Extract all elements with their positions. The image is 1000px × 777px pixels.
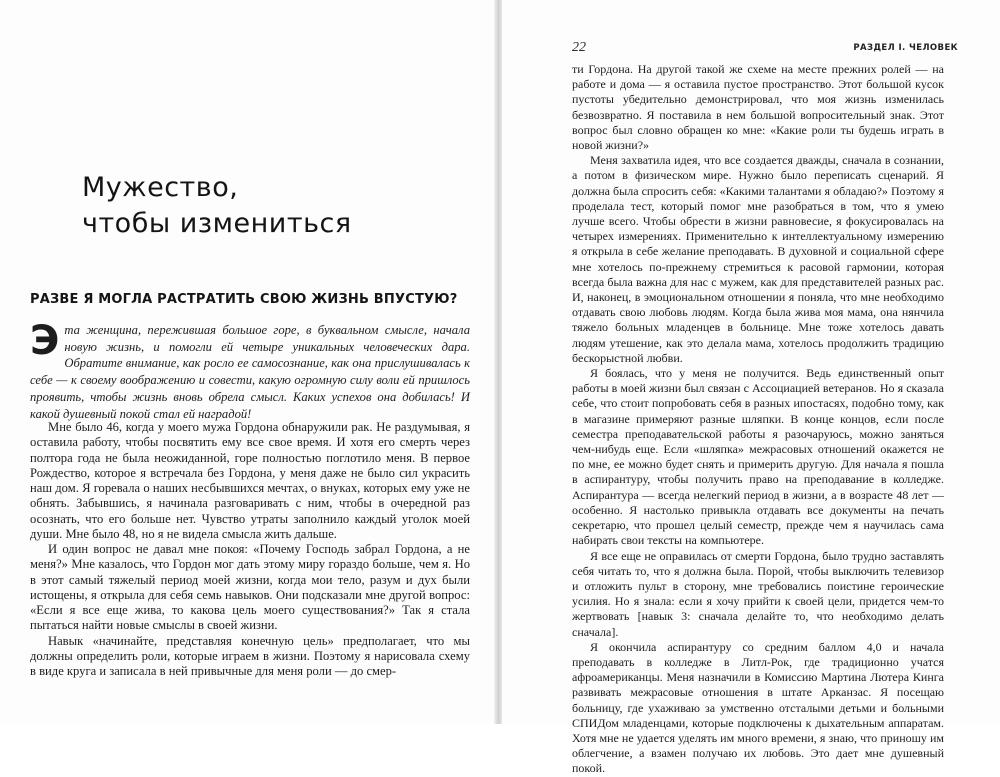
body-paragraph: И один вопрос не давал мне покоя: «Почему Господь забрал Гордона, а не меня?» Мне казалось, что Гордон мог дать этому миру гораздо больше, чем я. Но в этот самый тяжелый период моей жизни, когда мои тело, разум и дух были истощены, я открыла для себя семь навыков. Они подсказали мне другой вопрос: «Если я все еще жива, то какова цель моего существования?» Так я стала пытаться найти новые смыслы в своей жизни. [30, 542, 470, 633]
left-body-text [30, 420, 470, 679]
body-paragraph: Я окончила аспирантуру со средним баллом 4,0 и начала преподавать в колледже в Литл-Рок, где традиционно учатся афроамериканцы. Меня назначили в Комиссию Мартина Лютера Кинга развивать межрасовые отношения в штате Арканзас. Я посещаю больницу, где ухаживаю за умственно отсталыми детьми и больными СПИДом младенцами, которые подключены к дыхательным аппаратам. Хотя мне не удается уделять им много времени, я знаю, что приношу им облегчение, а взамен получаю их любовь. Это дает мне душевный покой. [572, 639, 944, 776]
running-head: РАЗДЕЛ I. ЧЕЛОВЕК [853, 43, 958, 53]
intro-text: та женщина, пережившая большое горе, в буквальном смысле, начала новую жизнь, и помогли ей четыре уникальных человеческих дара. Обратите внимание, как росло ее самосознание, как она прислушивалась к себе — к своему воображению и совести, какую огромную силу воли ей пришлось проявить, чтобы жизнь вновь обрела смысл. Каких успехов она добилась! И какой душевный покой стал ей наградой! [30, 323, 470, 421]
chapter-title-line: чтобы измениться [82, 208, 352, 239]
drop-cap: Э [30, 318, 60, 364]
chapter-title-line: Мужество, [82, 172, 239, 203]
section-heading: РАЗВЕ Я МОГЛА РАСТРАТИТЬ СВОЮ ЖИЗНЬ ВПУСТУЮ? [30, 292, 458, 307]
chapter-title [82, 170, 442, 242]
body-paragraph: Мне было 46, когда у моего мужа Гордона обнаружили рак. Не раздумывая, я оставила работу, чтобы посвятить ему все свое время. И хотя его смерть через полтора года не была неожиданной, горе полностью поглотило меня. В первое Рождество, которое я встречала без Гордона, у меня даже не было сил украсить наш дом. Я горевала о наших несбывшихся мечтах, о внуках, которых ему уже не обнять. Забывшись, я начинала разговаривать с ним, чтобы в очередной раз осознать, что его больше нет. Чувство утраты заполнило каждый уголок моей души. Мне было 48, но я не видела смысла жить дальше. [30, 420, 470, 541]
body-paragraph: Навык «начинайте, представляя конечную цель» предполагает, что мы должны определить роли, которые играем в жизни. Поэтому я нарисовала схему в виде круга и записала в ней привычные для меня роли — до смер- [30, 633, 470, 678]
intro-paragraph [30, 318, 470, 422]
continuation-paragraph: ти Гордона. На другой такой же схеме на месте прежних ролей — на работе и дома — я оставила пустое пространство. Этот большой кусок пустоты убедительно демонстрировал, что моя жизнь изменилась безвозвратно. Я поставила в нем большой вопросительный знак. Этот вопрос был словно обращен ко мне: «Какие роли ты будешь играть в новой жизни?» [572, 62, 944, 153]
page-number: 22 [572, 40, 586, 55]
body-paragraph: Меня захватила идея, что все создается дважды, сначала в сознании, а потом в физическом мире. Нужно было переписать сценарий. Я должна была спросить себя: «Какими талантами я обладаю?» Поэтому я проделала тест, который помог мне разобраться в том, что я умею лучше всего. Чтобы обрести в жизни равновесие, я фокусировалась на четырех измерениях. Применительно к интеллектуальному измерению я открыла в себе желание преподавать. В духовной и социальной сфере мне хотелось по-прежнему стремиться к расовой гармонии, которая всегда была важна для нас с мужем, как для представителей разных рас. И, наконец, в эмоциональном отношении я поняла, что мне необходимо отдавать свою любовь людям. Когда была жива моя мама, она нянчила тяжело больных младенцев в больнице. Мне тоже хотелось давать людям утешение, как это делала мама, хотелось продолжить традицию бескорыстной любви. [572, 153, 944, 365]
body-paragraph: Я все еще не оправилась от смерти Гордона, было трудно заставлять себя читать то, что я должна была. Порой, чтобы выключить телевизор и отложить пульт в сторону, мне требовались поистине героические усилия. Но я знала: если я хочу прийти к своей цели, придется чем-то жертвовать [навык 3: сначала делайте то, что необходимо делать сначала]. [572, 548, 944, 639]
left-page [0, 0, 496, 724]
body-paragraph: Я боялась, что у меня не получится. Ведь единственный опыт работы в моей жизни был связан с Ассоциацией ветеранов. Но я сказала себе, что стоит попробовать себя в разных ипостасях, подобно тому, как в магазине примеряют разные шляпки. В конце концов, если после семестра преподавательской работы я разочаруюсь, можно заняться чем-нибудь еще. Если «шляпка» межрасовых отношений окажется не по мне, ее можно будет снять и примерить другую. Для начала я пошла в аспирантуру, чтобы получить право на преподавание в колледже. Аспирантура — всегда нелегкий период в жизни, а в возрасте 48 лет — особенно. Я настолько привыкла отдавать все документы на печать секретарю, что прошел целый семестр, прежде чем я научилась сама набирать свои тексты на компьютере. [572, 366, 944, 548]
right-body-text [572, 62, 944, 777]
